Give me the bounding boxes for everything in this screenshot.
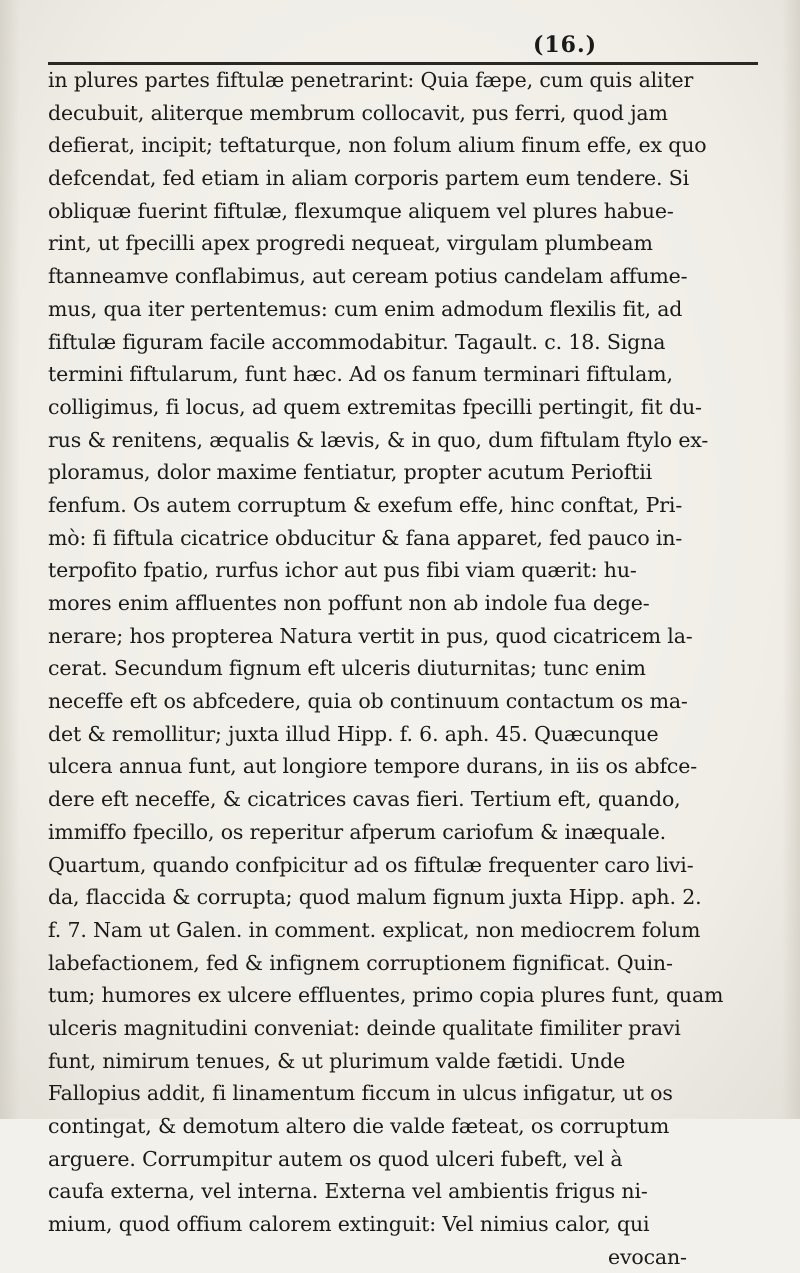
text-line: cerat. Secundum fignum eft ulceris diuturnitas; tunc enim bbox=[48, 656, 646, 681]
text-line: rint, ut fpecilli apex progredi nequeat, virgulam plumbeam bbox=[48, 231, 653, 256]
catchword: evocan- bbox=[608, 1244, 687, 1269]
text-line: obliquæ fuerint fiftulæ, flexumque aliquem vel plures habue- bbox=[48, 198, 674, 223]
text-line: fenfum. Os autem corruptum & exefum effe, hinc conftat, Pri- bbox=[48, 492, 683, 517]
text-line: dere eft neceffe, & cicatrices cavas fieri. Tertium eft, quando, bbox=[48, 787, 681, 812]
text-line: arguere. Corrumpitur autem os quod ulceri fubeft, vel à bbox=[48, 1146, 623, 1171]
text-line: ploramus, dolor maxime fentiatur, propter acutum Perioftii bbox=[48, 460, 653, 485]
right-margin-shadow bbox=[782, 0, 800, 1119]
text-line: mò: fi fiftula cicatrice obducitur & fana apparet, fed pauco in- bbox=[48, 525, 683, 550]
text-line: labefactionem, fed & infignem corruptionem fignificat. Quin- bbox=[48, 950, 673, 975]
left-margin-shadow bbox=[0, 0, 20, 1119]
text-line: f. 7. Nam ut Galen. in comment. explicat, non mediocrem folum bbox=[48, 917, 701, 942]
text-line: tum; humores ex ulcere effluentes, primo copia plures funt, quam bbox=[48, 983, 724, 1008]
text-line: nerare; hos propterea Natura vertit in pus, quod cicatricem la- bbox=[48, 623, 693, 648]
text-line: ftanneamve conflabimus, aut ceream potius candelam affume- bbox=[48, 264, 688, 289]
text-line: ulcera annua funt, aut longiore tempore durans, in iis os abfce- bbox=[48, 754, 697, 779]
text-line: mium, quod offium calorem extinguit: Vel nimius calor, qui bbox=[48, 1212, 650, 1237]
text-line: contingat, & demotum altero die valde fæteat, os corruptum bbox=[48, 1114, 670, 1138]
text-line: fiftulæ figuram facile accommodabitur. Tagault. c. 18. Signa bbox=[48, 329, 666, 354]
text-line: defierat, incipit; teftaturque, non folum alium finum effe, ex quo bbox=[48, 133, 707, 158]
page-number-header: (16.) bbox=[532, 32, 598, 58]
text-line: neceffe eft os abfcedere, quia ob continuum contactum os ma- bbox=[48, 689, 688, 714]
text-line: mus, qua iter pertentemus: cum enim admodum flexilis fit, ad bbox=[48, 296, 683, 321]
text-line: rus & renitens, æqualis & lævis, & in quo, dum fiftulam ftylo ex- bbox=[48, 427, 709, 452]
text-line: in plures partes fiftulæ penetrarint: Quia fæpe, cum quis aliter bbox=[48, 68, 694, 92]
text-line: ulceris magnitudini conveniat: deinde qualitate fimiliter pravi bbox=[48, 1015, 681, 1040]
text-line: defcendat, fed etiam in aliam corporis partem eum tendere. Si bbox=[48, 166, 690, 191]
body-text bbox=[48, 64, 764, 1273]
text-line: decubuit, aliterque membrum collocavit, pus ferri, quod jam bbox=[48, 100, 668, 125]
text-line: terpofito fpatio, rurfus ichor aut pus fibi viam quærit: hu- bbox=[48, 558, 637, 583]
text-line: Fallopius addit, fi linamentum ficcum in ulcus infigatur, ut os bbox=[48, 1081, 673, 1106]
text-line: caufa externa, vel interna. Externa vel ambientis frigus ni- bbox=[48, 1179, 648, 1204]
text-line: da, flaccida & corrupta; quod malum fignum juxta Hipp. aph. 2. bbox=[48, 885, 702, 910]
text-line: colligimus, fi locus, ad quem extremitas fpecilli pertingit, fit du- bbox=[48, 394, 702, 419]
text-line: Quartum, quando confpicitur ad os fiftulæ frequenter caro livi- bbox=[48, 852, 694, 877]
text-line: mores enim affluentes non poffunt non ab indole fua dege- bbox=[48, 591, 650, 615]
text-line: immiffo fpecillo, os reperitur afperum cariofum & inæquale. bbox=[48, 819, 666, 844]
text-line: det & remollitur; juxta illud Hipp. f. 6. aph. 45. Quæcunque bbox=[48, 721, 659, 746]
text-line: funt, nimirum tenues, & ut plurimum valde fætidi. Unde bbox=[48, 1048, 626, 1073]
text-line: termini fiftularum, funt hæc. Ad os fanum terminari fiftulam, bbox=[48, 362, 673, 387]
